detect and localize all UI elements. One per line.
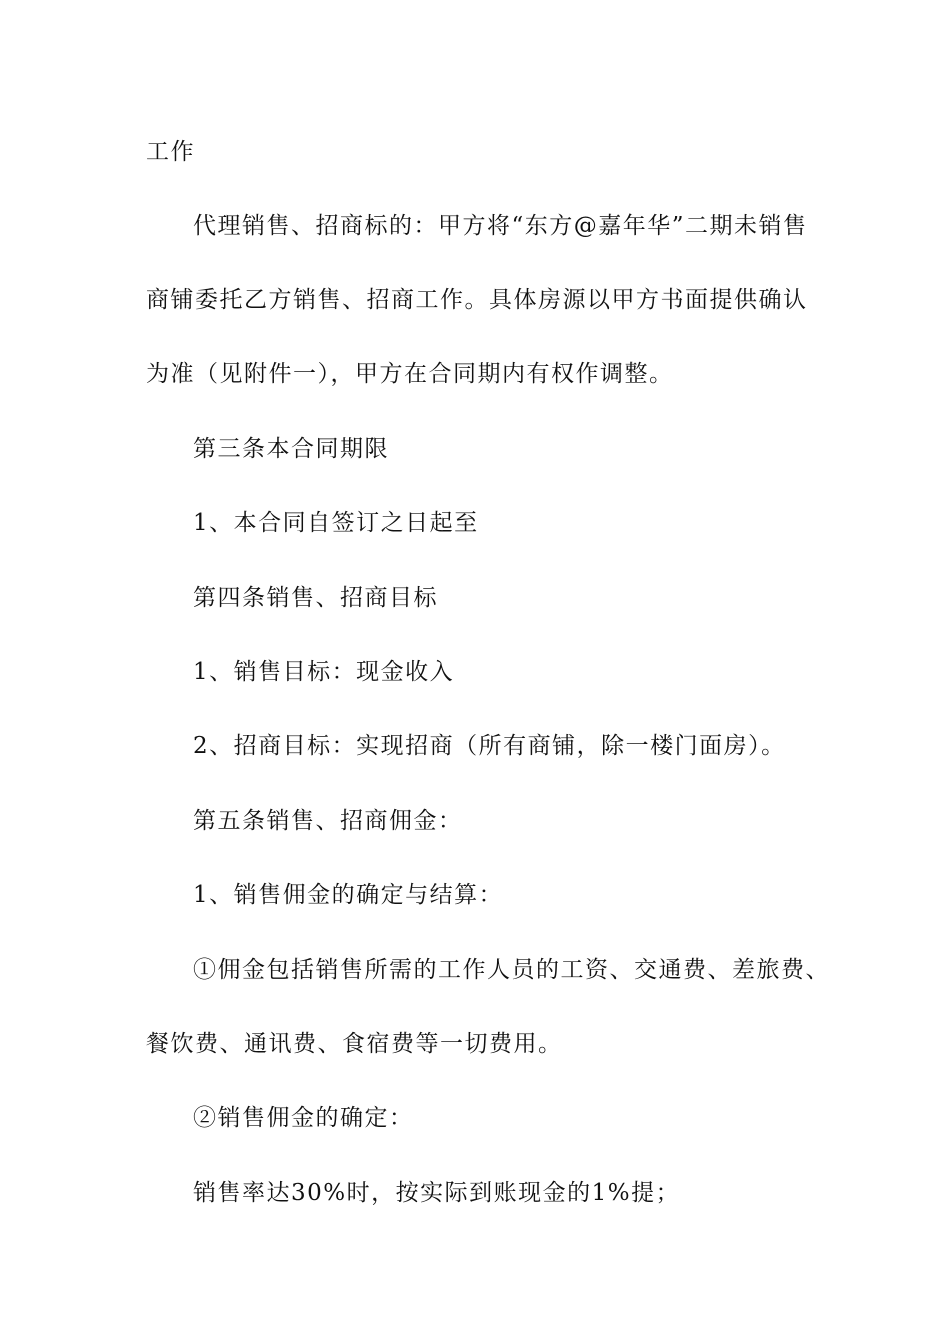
heading-article-4: 第四条销售、招商目标 xyxy=(193,585,438,611)
text-subitem-commission-scope-cont: 餐饮费、通讯费、食宿费等一切费用。 xyxy=(146,1031,563,1057)
text-item-term: 1、本合同自签订之日起至 xyxy=(193,510,479,536)
text-item-commission: 1、销售佣金的确定与结算： xyxy=(193,882,504,908)
text-line-continuation: 工作 xyxy=(146,139,195,165)
text-paragraph-agency-target-cont1: 商铺委托乙方销售、招商工作。具体房源以甲方书面提供确认 xyxy=(146,287,808,313)
heading-article-3: 第三条本合同期限 xyxy=(193,436,389,462)
text-item-leasing-target: 2、招商目标：实现招商（所有商铺，除一楼门面房）。 xyxy=(193,733,786,759)
text-item-sales-target: 1、销售目标：现金收入 xyxy=(193,659,455,685)
text-paragraph-agency-target-cont2: 为准（见附件一），甲方在合同期内有权作调整。 xyxy=(146,361,674,387)
text-subitem-commission-scope: ①佣金包括销售所需的工作人员的工资、交通费、差旅费、 xyxy=(193,957,830,983)
text-subitem-commission-determination: ②销售佣金的确定： xyxy=(193,1105,414,1131)
text-commission-rate: 销售率达30%时，按实际到账现金的1%提； xyxy=(193,1180,681,1206)
heading-article-5: 第五条销售、招商佣金： xyxy=(193,808,463,834)
text-paragraph-agency-target: 代理销售、招商标的：甲方将“东方@嘉年华”二期未销售 xyxy=(193,213,808,239)
